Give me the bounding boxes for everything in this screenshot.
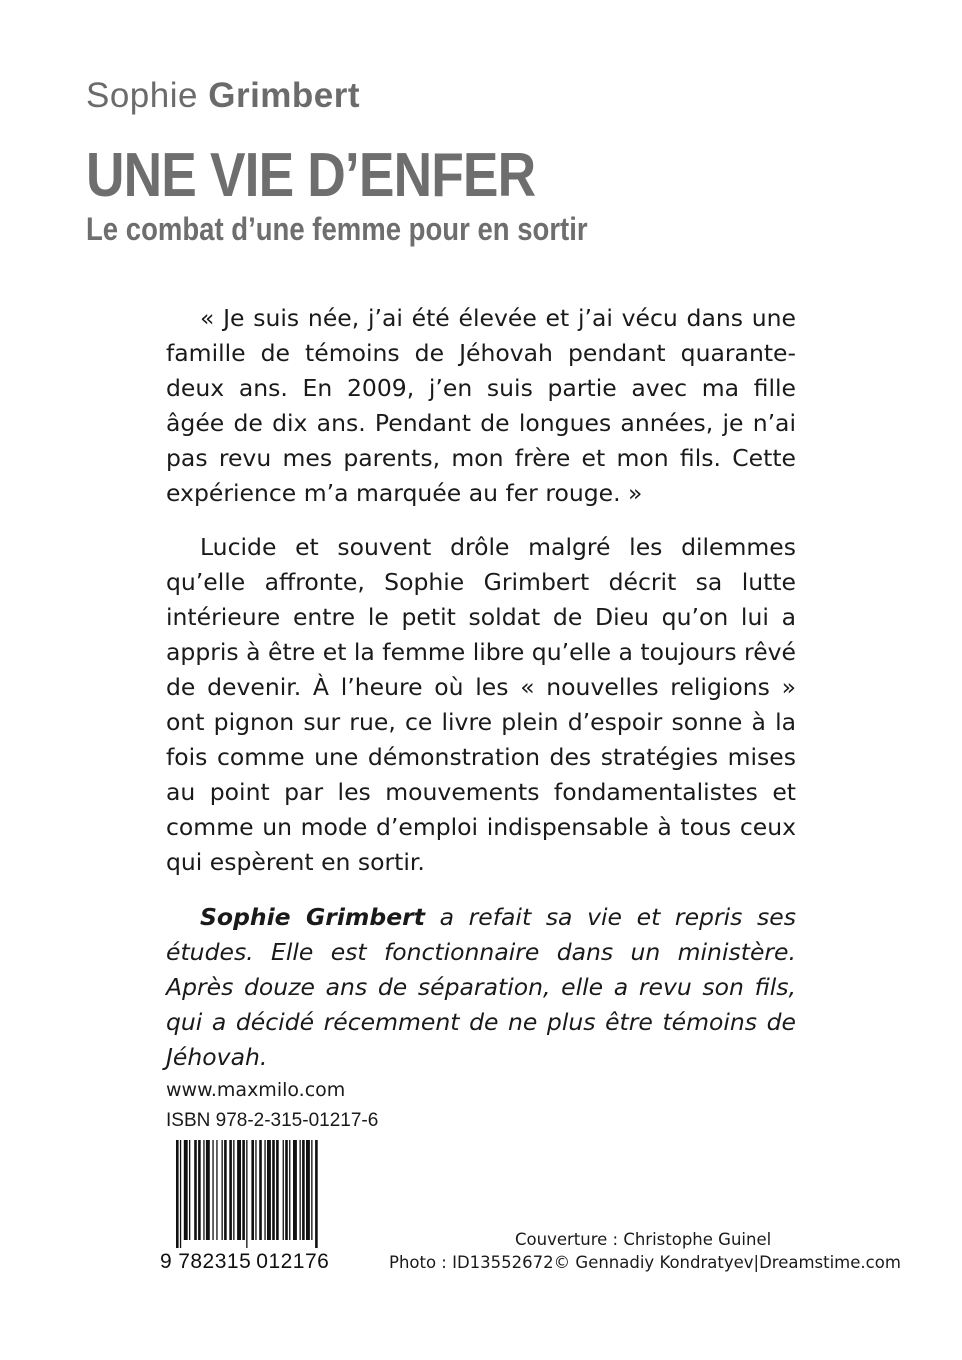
barcode-bar: [251, 1140, 254, 1240]
photo-credit: Photo : ID13552672© Gennadiy Kondratyev|Dreamstime.com: [389, 1253, 901, 1272]
barcode-bar: [203, 1140, 204, 1240]
blurb-quote-paragraph: « Je suis née, j’ai été élevée et j’ai vécu dans une famille de témoins de Jéhovah pendant quarante-deux ans. En 2009, j’en suis partie avec ma fille âgée de dix ans. Pendant de longues années, je n’ai pas revu mes parents, mon frère et mon fils. Cette expérience m’a marquée au fer rouge. »: [166, 304, 796, 507]
author-bio-paragraph: [166, 900, 796, 1075]
barcode-bar: [222, 1140, 223, 1240]
cover-credit: Couverture : Christophe Guinel: [515, 1230, 772, 1249]
barcode-bar: [176, 1140, 179, 1248]
barcode-bar: [189, 1140, 190, 1240]
barcode-digits-right: 012176: [256, 1250, 330, 1273]
author-name: [86, 76, 360, 116]
barcode-bar: [184, 1140, 188, 1240]
barcode-bar: [246, 1140, 247, 1248]
barcode-bar: [302, 1140, 305, 1240]
book-subtitle: Le combat d’une femme pour en sortir: [86, 211, 588, 247]
author-last-name: Grimbert: [208, 76, 361, 115]
isbn-label: ISBN 978-2-315-01217-6: [166, 1110, 379, 1131]
barcode-bar: [306, 1140, 310, 1240]
publisher-website: www.maxmilo.com: [166, 1079, 346, 1101]
barcode-bar: [229, 1140, 232, 1240]
barcode-bar: [224, 1140, 227, 1240]
barcode-bar: [255, 1140, 256, 1240]
barcode-bar: [212, 1140, 213, 1240]
barcode-bar: [285, 1140, 288, 1240]
blurb-description-paragraph: Lucide et souvent drôle malgré les dilemmes qu’elle affronte, Sophie Grimbert décrit sa lutte intérieure entre le petit soldat de Dieu qu’on lui a appris à être et la femme libre qu’elle a toujours rêvé de devenir. À l’heure où les « nouvelles religions » ont pignon sur rue, ce livre plein d’espoir sonne à la fois comme une démonstration des stratégies mises au point par les mouvements fondamentalistes et comme un mode d’emploi indispensable à tous ceux qui espèrent en sortir.: [166, 533, 797, 876]
barcode-bar: [293, 1140, 297, 1240]
barcode-bar: [264, 1140, 265, 1240]
barcode-bar: [216, 1140, 217, 1240]
barcode-bar: [194, 1140, 197, 1240]
barcode-bar: [237, 1140, 241, 1240]
barcode-digits: [160, 1250, 329, 1274]
barcode-bar: [180, 1140, 181, 1248]
book-title: UNE VIE D’ENFER: [86, 141, 536, 210]
author-bio-name: Sophie Grimbert: [200, 903, 425, 931]
author-first-name: Sophie: [86, 76, 198, 115]
barcode-bar: [276, 1140, 279, 1240]
barcode: [176, 1140, 346, 1248]
barcode-bar: [283, 1140, 284, 1240]
author-bio-text: a refait sa vie et repris ses études. Elle est fonctionnaire dans un ministère. Après douze ans de séparation, elle a revu son fils, qui a décidé récemment de ne plus être témoins de Jéhovah.: [166, 903, 796, 1071]
barcode-bar: [206, 1140, 210, 1240]
barcode-bar: [233, 1140, 234, 1240]
barcode-bar: [198, 1140, 201, 1240]
barcode-bar: [272, 1140, 275, 1240]
credits: [389, 1228, 904, 1274]
barcode-digits-left: 782315: [178, 1250, 252, 1273]
barcode-digit-first: 9: [160, 1250, 173, 1273]
barcode-bar: [267, 1140, 271, 1240]
barcode-bar: [242, 1140, 245, 1240]
barcode-bar: [315, 1140, 318, 1248]
barcode-bar: [300, 1140, 301, 1240]
barcode-bar: [311, 1140, 312, 1240]
barcode-bar: [289, 1140, 290, 1240]
barcode-bar: [259, 1140, 262, 1240]
